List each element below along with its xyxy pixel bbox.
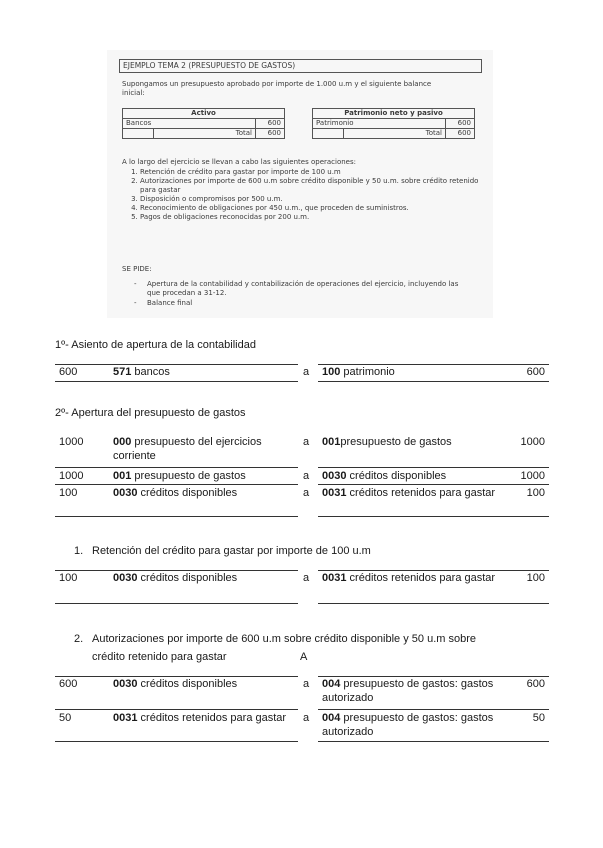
operation-1-title: Retención del crédito para gastar por importe de 100 u.m — [92, 545, 371, 557]
entry-a: a — [303, 436, 310, 448]
operation-2-title-line1: Autorizaciones por importe de 600 u.m sobre crédito disponible y 50 u.m sobre — [92, 633, 476, 645]
debit-account: 0030 créditos disponibles — [113, 678, 238, 690]
debit-amount: 50 — [59, 712, 72, 724]
operation-item: 3. Disposición o compromisos por 500 u.m. — [140, 195, 485, 204]
entry-a: a — [303, 712, 310, 724]
debit-amount: 1000 — [59, 470, 84, 482]
entry-a: a — [303, 572, 310, 584]
credit-amount: 1000 — [520, 470, 545, 482]
balance-pasivo-table — [312, 108, 475, 139]
credit-amount: 100 — [526, 487, 545, 499]
debit-amount: 1000 — [59, 436, 84, 448]
activo-total-value: 600 — [256, 129, 285, 139]
activo-header: Activo — [123, 109, 285, 119]
operation-item: 2. Autorizaciones por importe de 600 u.m sobre crédito disponible y 50 u.m. sobre crédito retenido para gastar — [140, 177, 485, 195]
debit-amount: 100 — [59, 487, 78, 499]
journal-entry — [55, 710, 549, 742]
balance-activo-table — [122, 108, 285, 139]
credit-amount: 100 — [526, 572, 545, 584]
pasivo-header: Patrimonio neto y pasivo — [313, 109, 475, 119]
debit-account: 000 presupuesto del ejercicios corriente — [113, 436, 262, 462]
pasivo-row-value: 600 — [446, 119, 475, 129]
journal-entry — [55, 434, 549, 468]
journal-entry — [55, 364, 549, 382]
operation-item: 4. Reconocimiento de obligaciones por 450 u.m., que proceden de suministros. — [140, 204, 485, 213]
credit-account: 004 presupuesto de gastos: gastos autorizado — [322, 678, 494, 704]
operation-2-title-line2: crédito retenido para gastar — [92, 651, 227, 663]
operations-intro: A lo largo del ejercicio se llevan a cabo las siguientes operaciones: — [122, 158, 356, 166]
exercise-title: EJEMPLO TEMA 2 (PRESUPUESTO DE GASTOS) — [119, 59, 482, 73]
credit-amount: 600 — [526, 366, 545, 378]
debit-account: 001 presupuesto de gastos — [113, 470, 246, 482]
section-1-title: 1º- Asiento de apertura de la contabilidad — [55, 339, 256, 351]
journal-entry — [55, 676, 549, 710]
entry-a: a — [303, 470, 310, 482]
credit-amount: 50 — [532, 712, 545, 724]
exercise-intro: Supongamos un presupuesto aprobado por importe de 1.000 u.m y el siguiente balance inicial: — [122, 80, 432, 97]
pasivo-row-label: Patrimonio — [313, 119, 446, 129]
debit-account: 0030 créditos disponibles — [113, 572, 238, 584]
credit-amount: 600 — [526, 678, 545, 690]
operations-list — [127, 168, 485, 222]
operation-2-title-a: A — [300, 651, 308, 663]
credit-account: 001presupuesto de gastos — [322, 436, 452, 448]
section-2-title: 2º- Apertura del presupuesto de gastos — [55, 407, 246, 419]
journal-entry — [55, 570, 549, 604]
operation-1-number: 1. — [74, 545, 84, 557]
debit-account: 571 bancos — [113, 366, 170, 378]
debit-amount: 600 — [59, 678, 78, 690]
se-pide-item: - Apertura de la contabilidad y contabilización de operaciones del ejercicio, incluyendo las que procedan a 31-12. — [147, 280, 467, 298]
se-pide-heading: SE PIDE: — [122, 265, 152, 273]
entry-a: a — [303, 366, 310, 378]
se-pide-item: - Balance final — [147, 299, 467, 308]
activo-row-value: 600 — [256, 119, 285, 129]
pasivo-total-value: 600 — [446, 129, 475, 139]
debit-amount: 600 — [59, 366, 78, 378]
journal-entry — [55, 485, 549, 517]
credit-account: 004 presupuesto de gastos: gastos autorizado — [322, 712, 494, 738]
debit-amount: 100 — [59, 572, 78, 584]
debit-account: 0031 créditos retenidos para gastar — [113, 712, 287, 724]
credit-account: 100 patrimonio — [322, 366, 395, 378]
journal-entry — [55, 468, 549, 485]
operation-item: 1. Retención de crédito para gastar por importe de 100 u.m — [140, 168, 485, 177]
activo-row-label: Bancos — [123, 119, 256, 129]
pasivo-total-label: Total — [343, 129, 445, 139]
operation-2-number: 2. — [74, 633, 84, 645]
entry-a: a — [303, 487, 310, 499]
credit-amount: 1000 — [520, 436, 545, 448]
scanned-exercise — [107, 50, 493, 318]
debit-account: 0030 créditos disponibles — [113, 487, 238, 499]
credit-account: 0030 créditos disponibles — [322, 470, 447, 482]
credit-account: 0031 créditos retenidos para gastar — [322, 572, 496, 584]
activo-total-label: Total — [153, 129, 255, 139]
entry-a: a — [303, 678, 310, 690]
credit-account: 0031 créditos retenidos para gastar — [322, 487, 496, 499]
se-pide-list — [137, 280, 467, 309]
operation-item: 5. Pagos de obligaciones reconocidas por 200 u.m. — [140, 213, 485, 222]
